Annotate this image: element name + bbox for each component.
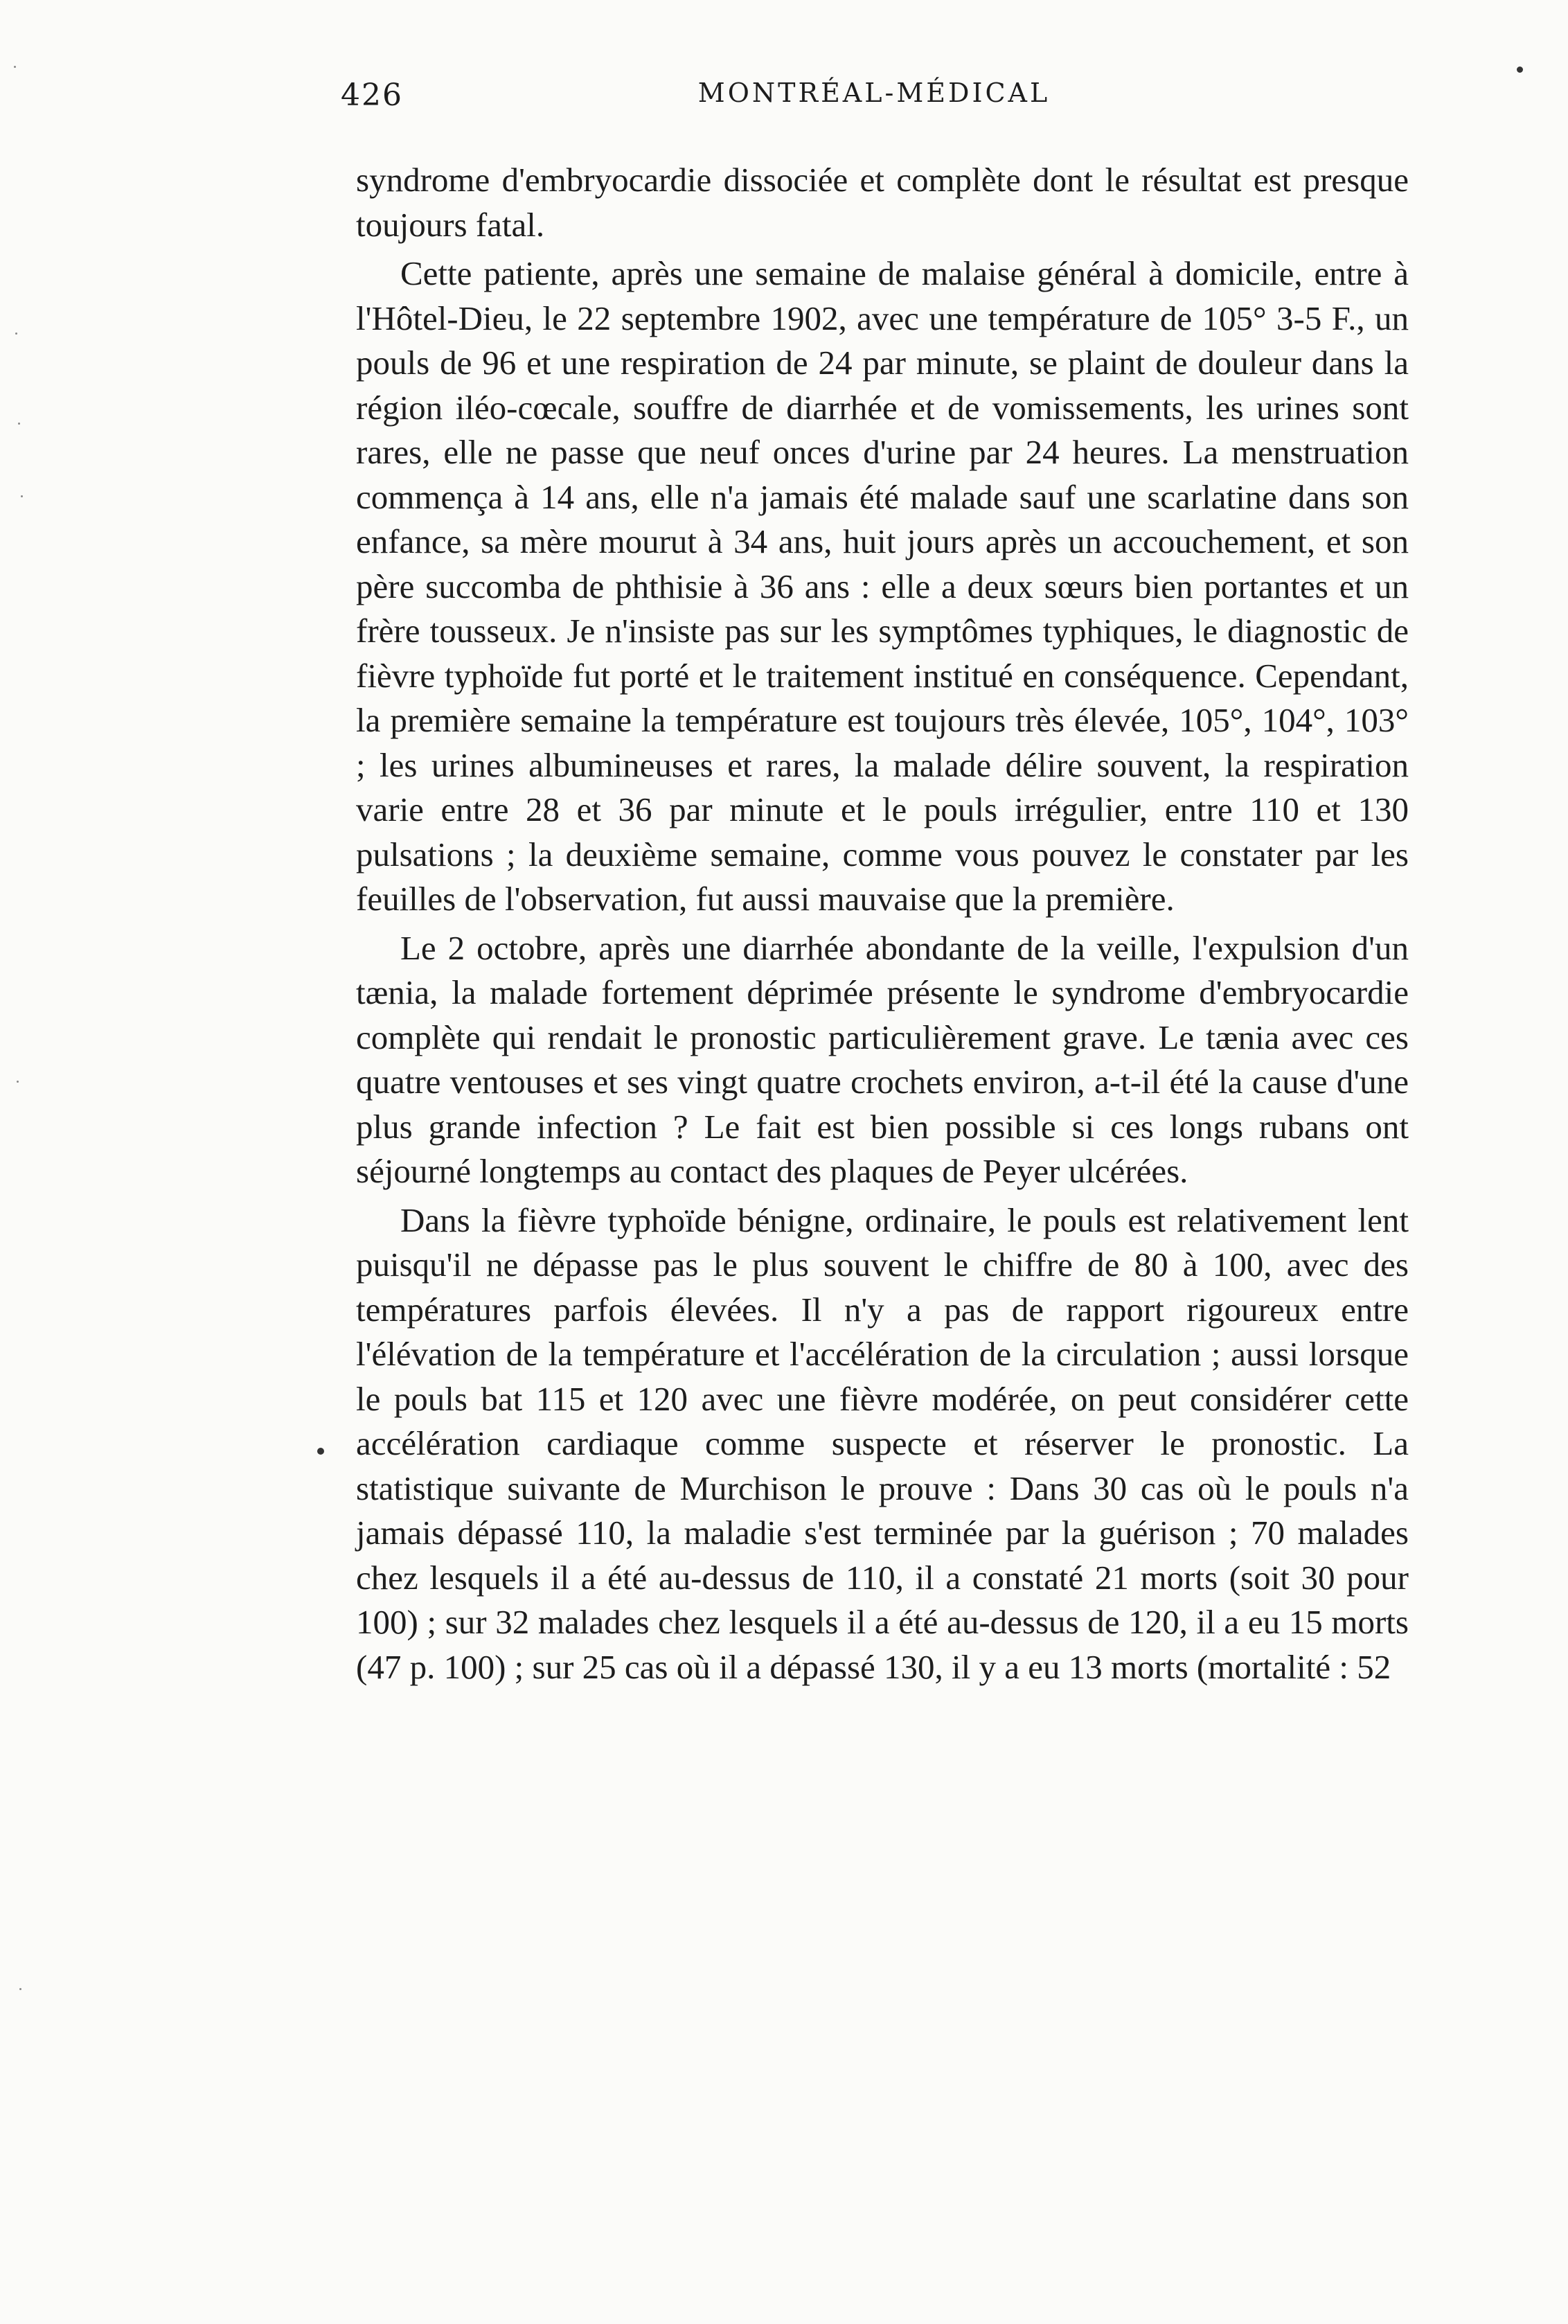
ink-speck xyxy=(317,1448,324,1455)
paragraph-taenia: Le 2 octobre, après une diarrhée abondante de la veille, l'expulsion d'un tænia, la malade fortement déprimée présente le syndrome d'embryocardie complète qui rendait le pronostic particulièrement grave. Le tænia avec ces quatre ventouses et ses vingt quatre crochets environ, a-t-il été la cause d'une plus grande infection ? Le fait est bien possible si ces longs rubans ont séjourné longtemps au contact des plaques de Peyer ulcérées. xyxy=(356,928,1409,1190)
paragraph-continuation: syndrome d'embryocardie dissociée et complète dont le résultat est presque toujours fatal. xyxy=(356,161,1409,244)
ink-speck xyxy=(15,332,17,335)
ink-speck xyxy=(1517,66,1523,73)
body-text xyxy=(356,158,1409,1689)
paragraph-pulse-statistics: Dans la fièvre typhoïde bénigne, ordinaire, le pouls est relativement lent puisqu'il ne dépasse pas le plus souvent le chiffre de 80 à 100, avec des températures parfois élevées. Il n'y a pas de rapport rigoureux entre l'élévation de la température et l'accélération de la circulation ; aussi lorsque le pouls bat 115 et 120 avec une fièvre modérée, on peut considérer cette accélération cardiaque comme suspecte et réserver le pronostic. La statistique suivante de Murchison le prouve : Dans 30 cas où le pouls n'a jamais dépassé 110, la maladie s'est terminée par la guérison ; 70 malades chez lesquels il a été au-dessus de 110, il a constaté 21 morts (soit 30 pour 100) ; sur 32 malades chez lesquels il a été au-dessus de 120, il a eu 15 morts (47 p. 100) ; sur 25 cas où il a dépassé 130, il y a eu 13 morts (mortalité : 52 xyxy=(356,1200,1409,1686)
running-head: MONTRÉAL-MÉDICAL xyxy=(697,78,1051,108)
ink-speck xyxy=(19,1988,21,1990)
ink-speck xyxy=(17,1081,19,1083)
ink-speck xyxy=(21,495,23,497)
ink-speck xyxy=(14,66,16,68)
paragraph-patient-history: Cette patiente, après une semaine de malaise général à domicile, entre à l'Hôtel-Dieu, le 22 septembre 1902, avec une température de 105° 3-5 F., un pouls de 96 et une respiration de 24 par minute, se plaint de douleur dans la région iléo-cœcale, souffre de diarrhée et de vomissements, les urines sont rares, elle ne passe que neuf onces d'urine par 24 heures. La menstruation commença à 14 ans, elle n'a jamais été malade sauf une scarlatine dans son enfance, sa mère mourut à 34 ans, huit jours après un accouchement, et son père succomba de phthisie à 36 ans : elle a deux sœurs bien portantes et un frère tousseux. Je n'insiste pas sur les symptômes typhiques, le diagnostic de fièvre typhoïde fut porté et le traitement institué en conséquence. Cependant, la première semaine la température est toujours très élevée, 105°, 104°, 103° ; les urines albumineuses et rares, la malade délire souvent, la respiration varie entre 28 et 36 par minute et le pouls irrégulier, entre 110 et 130 pulsations ; la deuxième semaine, comme vous pouvez le constater par les feuilles de l'observation, fut aussi mauvaise que la première. xyxy=(356,254,1409,918)
ink-speck xyxy=(18,423,20,425)
page-header xyxy=(341,78,1407,126)
page-number: 426 xyxy=(341,78,403,113)
